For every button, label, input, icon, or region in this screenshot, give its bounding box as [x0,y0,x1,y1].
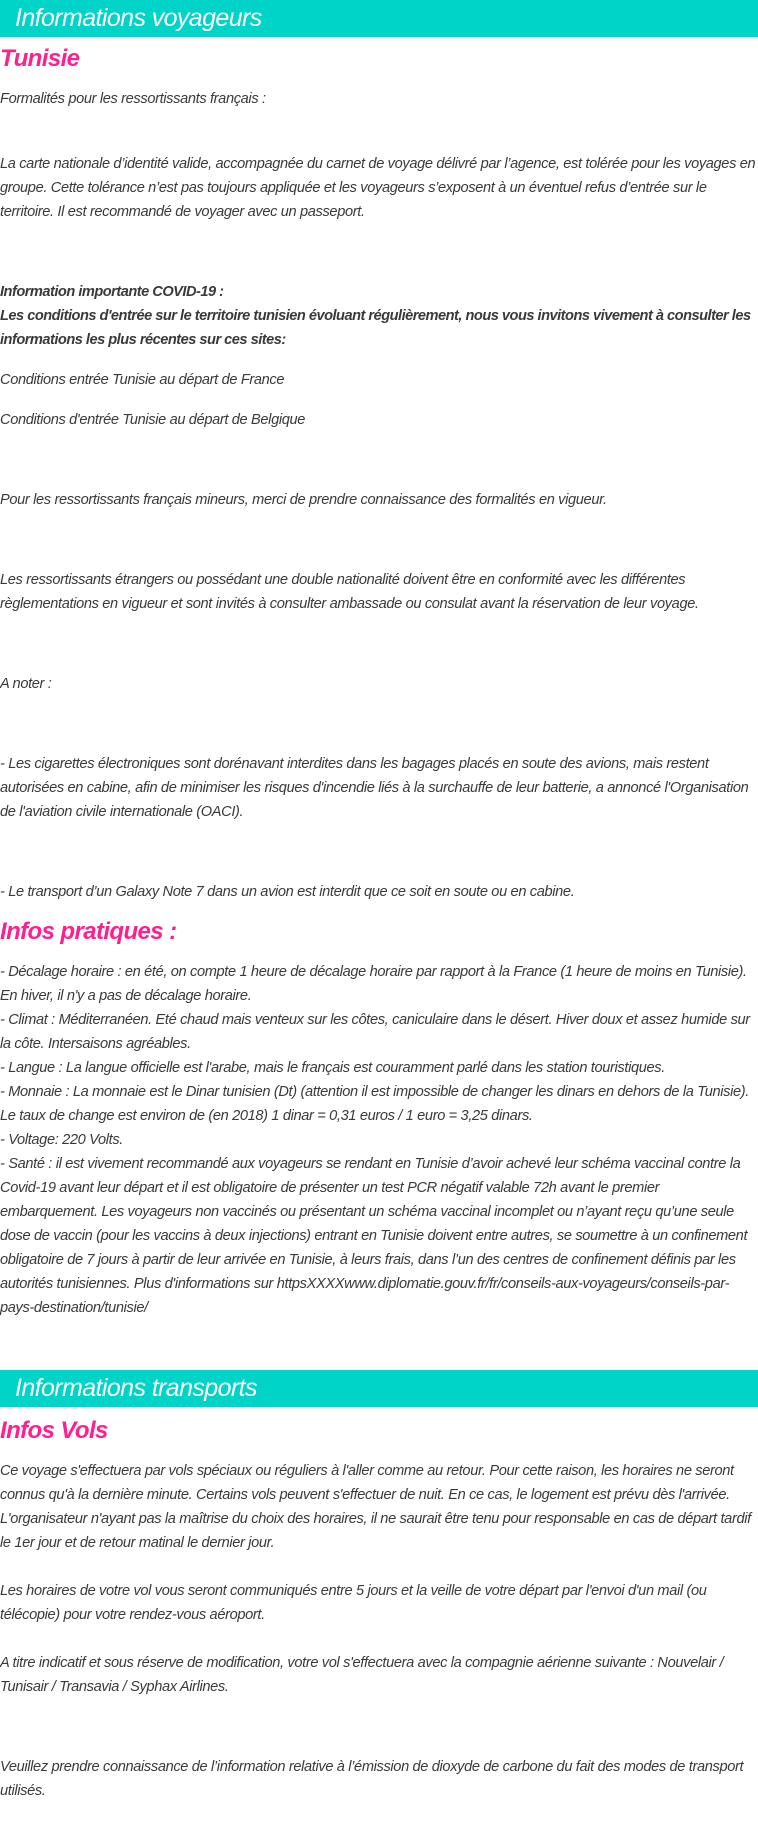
cigarettes-paragraph: - Les cigarettes électroniques sont dorénavant interdites dans les bagages placés en soute des avions, mais restent autorisées en cabine, afin de minimiser les risques d'incendie liés à la surchauffe de leur batterie, a annoncé l'Organisation de l'aviation civile internationale (OACI). [0,756,749,820]
compagnie-paragraph: A titre indicatif et sous réserve de modification, votre vol s'effectuera avec la compagnie aérienne suivante : Nouvelair / Tunisair / Transavia / Syphax Airlines. [0,1655,724,1695]
list-item: - Voltage: 220 Volts. [0,1132,123,1148]
covid-text: Les conditions d'entrée sur le territoire tunisien évoluant régulièrement, nous vous invitons vivement à consulter les informations les plus récentes sur ces sites: [0,308,751,348]
list-item: - Santé : il est vivement recommandé aux voyageurs se rendant en Tunisie d’avoir achevé leur schéma vaccinal contre la Covid-19 avant leur départ et il est obligatoire de présenter un test PCR négatif valable 72h avant le premier embarquement. Les voyageurs non vaccinés ou présentant un schéma vaccinal incomplet ou n’ayant reçu qu’une seule dose de vaccin (pour les vaccins à deux injections) entrant en Tunisie doivent entre autres, se soumettre à un confinement obligatoire de 7 jours à partir de leur arrivée en Tunisie, à leurs frais, dans l’un des centres de confinement définis par les autorités tunisiennes. Plus d'informations sur httpsXXXXwww.diplomatie.gouv.fr/fr/conseils-aux-voyageurs/conseils-par-pays-destination/tunisie/ [0,1156,748,1316]
country-heading: Tunisie [0,45,80,72]
carte-identite-paragraph: La carte nationale d’identité valide, accompagnée du carnet de voyage délivré par l’agence, est tolérée pour les voyages en groupe. Cette tolérance n’est pas toujours appliquée et les voyageurs s’exposent à un éventuel refus d’entrée sur le territoire. Il est recommandé de voyager avec un passeport. [0,156,756,220]
infos-pratiques-list [0,960,758,1320]
etrangers-paragraph: Les ressortissants étrangers ou possédant une double nationalité doivent être en conformité avec les différentes règlementations en vigueur et sont invités à consulter ambassade ou consulat avant la réservation de leur voyage. [0,572,699,612]
infos-vols-heading: Infos Vols [0,1417,108,1444]
section-title: Informations transports [15,1374,257,1402]
list-item: - Climat : Méditerranéen. Eté chaud mais venteux sur les côtes, caniculaire dans le désert. Hiver doux et assez humide sur la côte. Intersaisons agréables. [0,1012,750,1052]
horaires-paragraph: Les horaires de votre vol vous seront communiqués entre 5 jours et la veille de votre départ par l'envoi d'un mail (ou télécopie) pour votre rendez-vous aéroport. [0,1583,707,1623]
section-band-transports [0,1370,758,1407]
mineurs-paragraph: Pour les ressortissants français mineurs, merci de prendre connaissance des formalités en vigueur. [0,492,607,508]
list-item: - Décalage horaire : en été, on compte 1 heure de décalage horaire par rapport à la France (1 heure de moins en Tunisie). En hiver, il n'y a pas de décalage horaire. [0,964,747,1004]
list-item: - Langue : La langue officielle est l'arabe, mais le français est couramment parlé dans les station touristiques. [0,1060,665,1076]
section-band-voyageurs [0,0,758,37]
covid-title: Information importante COVID-19 : [0,284,224,300]
co2-paragraph: Veuillez prendre connaissance de l’information relative à l’émission de dioxyde de carbone du fait des modes de transport utilisés. [0,1759,744,1799]
link-conditions-belgique[interactable]: Conditions d'entrée Tunisie au départ de Belgique [0,412,306,428]
vols-paragraph: Ce voyage s'effectuera par vols spéciaux ou réguliers à l'aller comme au retour. Pour cette raison, les horaires ne seront connus qu'à la dernière minute. Certains vols peuvent s'effectuer de nuit. En ce cas, le logement est prévu dès l'arrivée. L'organisateur n'ayant pas la maîtrise du choix des horaires, il ne saurait être tenu pour responsable en cas de départ tardif le 1er jour et de retour matinal le dernier jour. [0,1463,751,1551]
link-conditions-france[interactable]: Conditions entrée Tunisie au départ de France [0,372,285,388]
list-item: - Monnaie : La monnaie est le Dinar tunisien (Dt) (attention il est impossible de changer les dinars en dehors de la Tunisie). Le taux de change est environ de (en 2018) 1 dinar = 0,31 euros / 1 euro = 3,25 dinars. [0,1084,749,1124]
infos-pratiques-heading: Infos pratiques : [0,918,177,945]
a-noter-label: A noter : [0,676,52,692]
section-title: Informations voyageurs [15,4,262,32]
galaxy-paragraph: - Le transport d’un Galaxy Note 7 dans un avion est interdit que ce soit en soute ou en cabine. [0,884,575,900]
formalites-label: Formalités pour les ressortissants français : [0,91,266,107]
